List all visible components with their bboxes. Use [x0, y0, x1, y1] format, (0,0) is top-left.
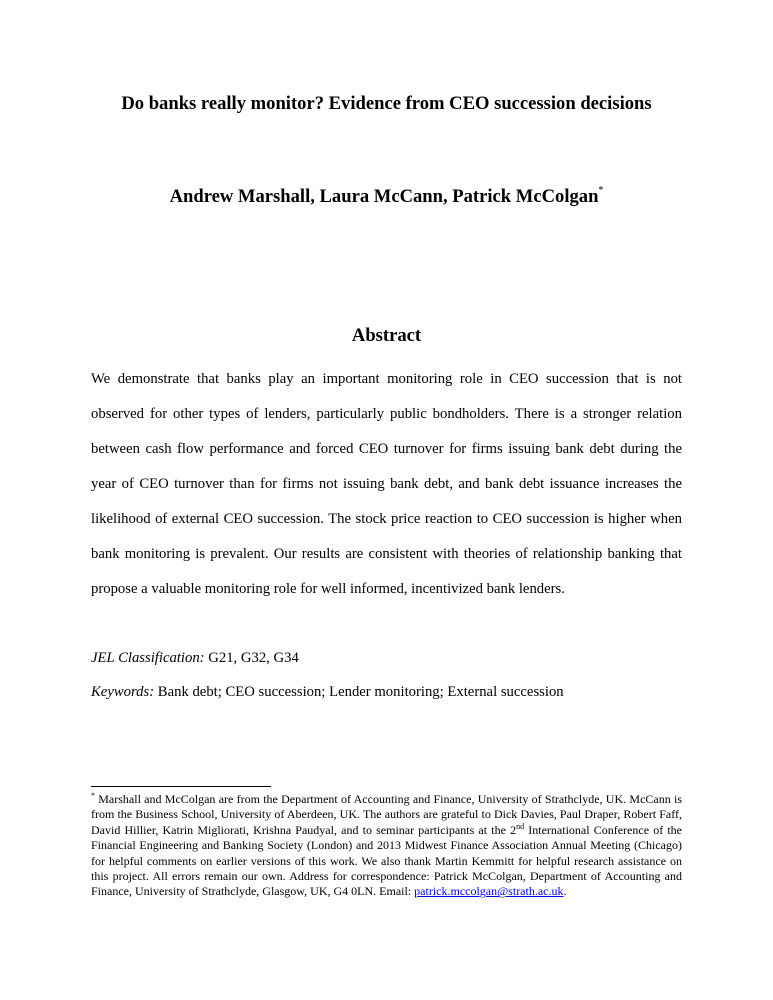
paper-title: Do banks really monitor? Evidence from CEO succession decisions: [121, 93, 652, 114]
abstract-heading: Abstract: [351, 325, 422, 346]
keywords-list: Bank debt; CEO succession; Lender monitoring; External succession: [157, 684, 564, 700]
footnote-text-part2: International Conference of the Financial Engineering and Banking Society (London) and 2013 Midwest Finance Association Annual Meeting (Chicago) for helpful comments on earlier versions of this work. We also thank Martin Kemmitt for helpful research assistance on this project. All errors remain our own. Address for correspondence: Patrick McColgan, Department of Accounting and Finance, University of Strathclyde, Glasgow, UK, G4 0LN. Email:: [91, 822, 683, 899]
author-list: [0, 185, 773, 209]
jel-codes: G21, G32, G34: [208, 650, 299, 666]
keywords-line: [91, 682, 691, 702]
ordinal-suffix: nd: [516, 821, 525, 831]
jel-classification: [91, 648, 691, 668]
footnote-marker: *: [91, 791, 95, 800]
jel-label: JEL Classification:: [91, 650, 205, 666]
author-footnote: [91, 792, 682, 900]
author-footnote-marker[interactable]: *: [598, 185, 604, 196]
footnote-divider: [91, 786, 271, 787]
footnote-end-punctuation: .: [563, 884, 567, 899]
keywords-label: Keywords:: [91, 684, 155, 700]
abstract-text: We demonstrate that banks play an important monitoring role in CEO succession that is not observed for other types of lenders, particularly public bondholders. There is a stronger relation between cash flow performance and forced CEO turnover for firms issuing bank debt during the year of CEO turnover than for firms not issuing bank debt, and bank debt issuance increases the likelihood of external CEO succession. The stock price reaction to CEO succession is higher when bank monitoring is prevalent. Our results are consistent with theories of relationship banking that propose a valuable monitoring role for well informed, incentivized bank lenders.: [91, 371, 682, 597]
author-names: Andrew Marshall, Laura McCann, Patrick McColgan: [169, 186, 599, 207]
footnote-text-part1: Marshall and McColgan are from the Department of Accounting and Finance, University of Strathclyde, UK. McCann is from the Business School, University of Aberdeen, UK. The authors are grateful to Dick Davies, Paul Draper, Robert Faff, David Hillier, Katrin Migliorati, Krishna Paudyal, and to seminar participants at the 2: [91, 792, 682, 837]
correspondence-email-link[interactable]: patrick.mccolgan@strath.ac.uk: [414, 884, 564, 899]
